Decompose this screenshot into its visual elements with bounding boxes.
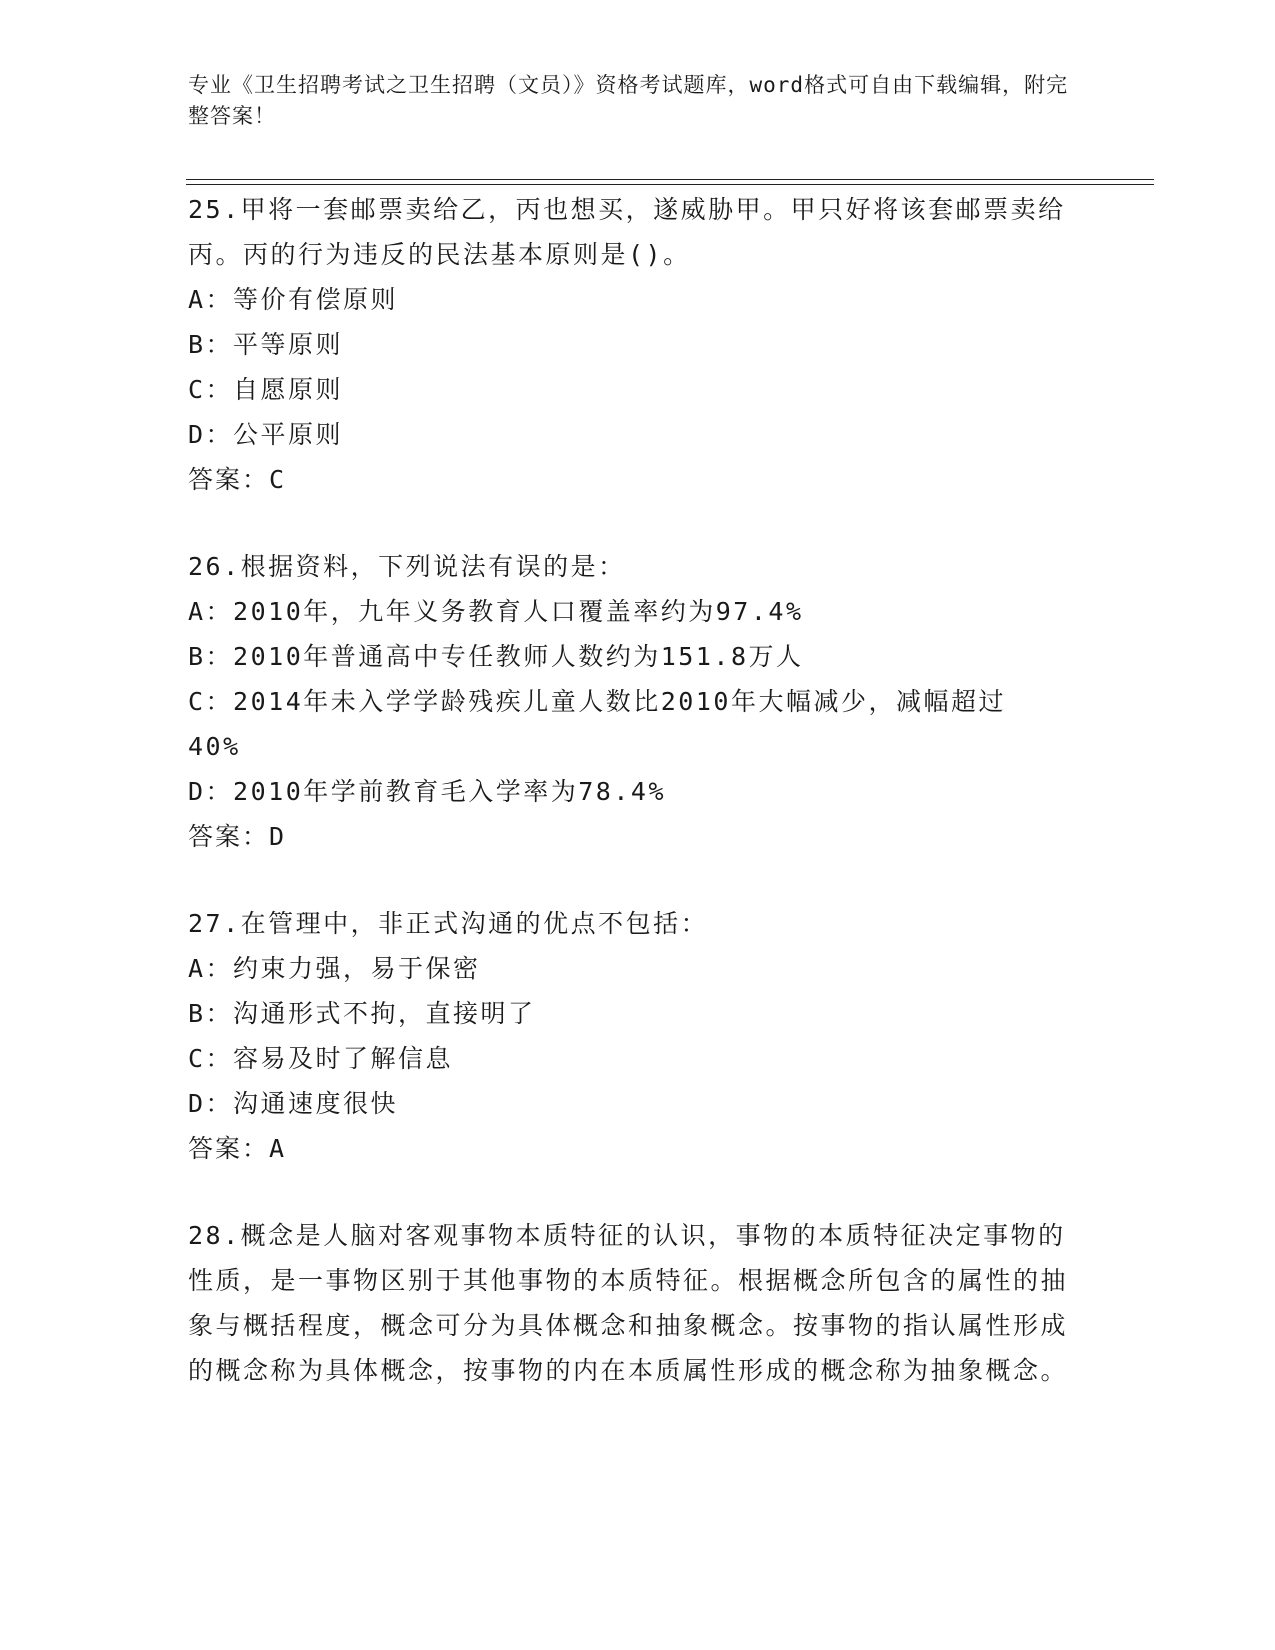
question-stem: 28.概念是人脑对客观事物本质特征的认识，事物的本质特征决定事物的性质，是一事物区别于其他事物的本质特征。根据概念所包含的属性的抽象与概括程度，概念可分为具体概念和抽象概念。按事物的指认属性形成的概念称为具体概念，按事物的内在本质属性形成的概念称为抽象概念。	[188, 1221, 1069, 1385]
document-header: 专业《卫生招聘考试之卫生招聘（文员）》资格考试题库，word格式可自由下载编辑，附完整答案！	[188, 73, 1069, 128]
option-a: A：等价有偿原则	[188, 285, 399, 314]
header-divider-top	[186, 179, 1154, 180]
question-28	[188, 1213, 1088, 1393]
answer-value: D	[269, 822, 287, 851]
answer-value: A	[269, 1134, 287, 1163]
answer-label: 答案：	[188, 822, 270, 851]
option-a: A：2010年，九年义务教育人口覆盖率约为97.4%	[188, 597, 804, 626]
option-d: D：公平原则	[188, 420, 344, 449]
option-d: D：2010年学前教育毛入学率为78.4%	[188, 777, 667, 806]
question-25	[188, 187, 1088, 502]
option-b: B：2010年普通高中专任教师人数约为151.8万人	[188, 642, 804, 671]
option-c: C：2014年未入学学龄残疾儿童人数比2010年大幅减少，减幅超过40%	[188, 687, 1006, 761]
option-c: C：自愿原则	[188, 375, 344, 404]
question-stem: 27.在管理中，非正式沟通的优点不包括：	[188, 909, 709, 938]
option-a: A：约束力强，易于保密	[188, 954, 481, 983]
answer-value: C	[269, 465, 287, 494]
option-d: D：沟通速度很快	[188, 1089, 399, 1118]
option-b: B：沟通形式不拘，直接明了	[188, 999, 536, 1028]
option-c: C：容易及时了解信息	[188, 1044, 454, 1073]
question-stem: 26.根据资料，下列说法有误的是：	[188, 552, 626, 581]
header-divider-bottom	[186, 184, 1154, 185]
answer-label: 答案：	[188, 465, 270, 494]
answer-line	[188, 814, 1088, 859]
question-27	[188, 901, 1088, 1171]
document-page	[188, 70, 1088, 1385]
option-b: B：平等原则	[188, 330, 344, 359]
question-26	[188, 544, 1088, 859]
question-stem: 25.甲将一套邮票卖给乙，丙也想买，遂威胁甲。甲只好将该套邮票卖给丙。丙的行为违反的民法基本原则是()。	[188, 195, 1066, 269]
question-list	[188, 187, 1088, 1435]
answer-label: 答案：	[188, 1134, 270, 1163]
answer-line	[188, 457, 1088, 502]
answer-line	[188, 1126, 1088, 1171]
